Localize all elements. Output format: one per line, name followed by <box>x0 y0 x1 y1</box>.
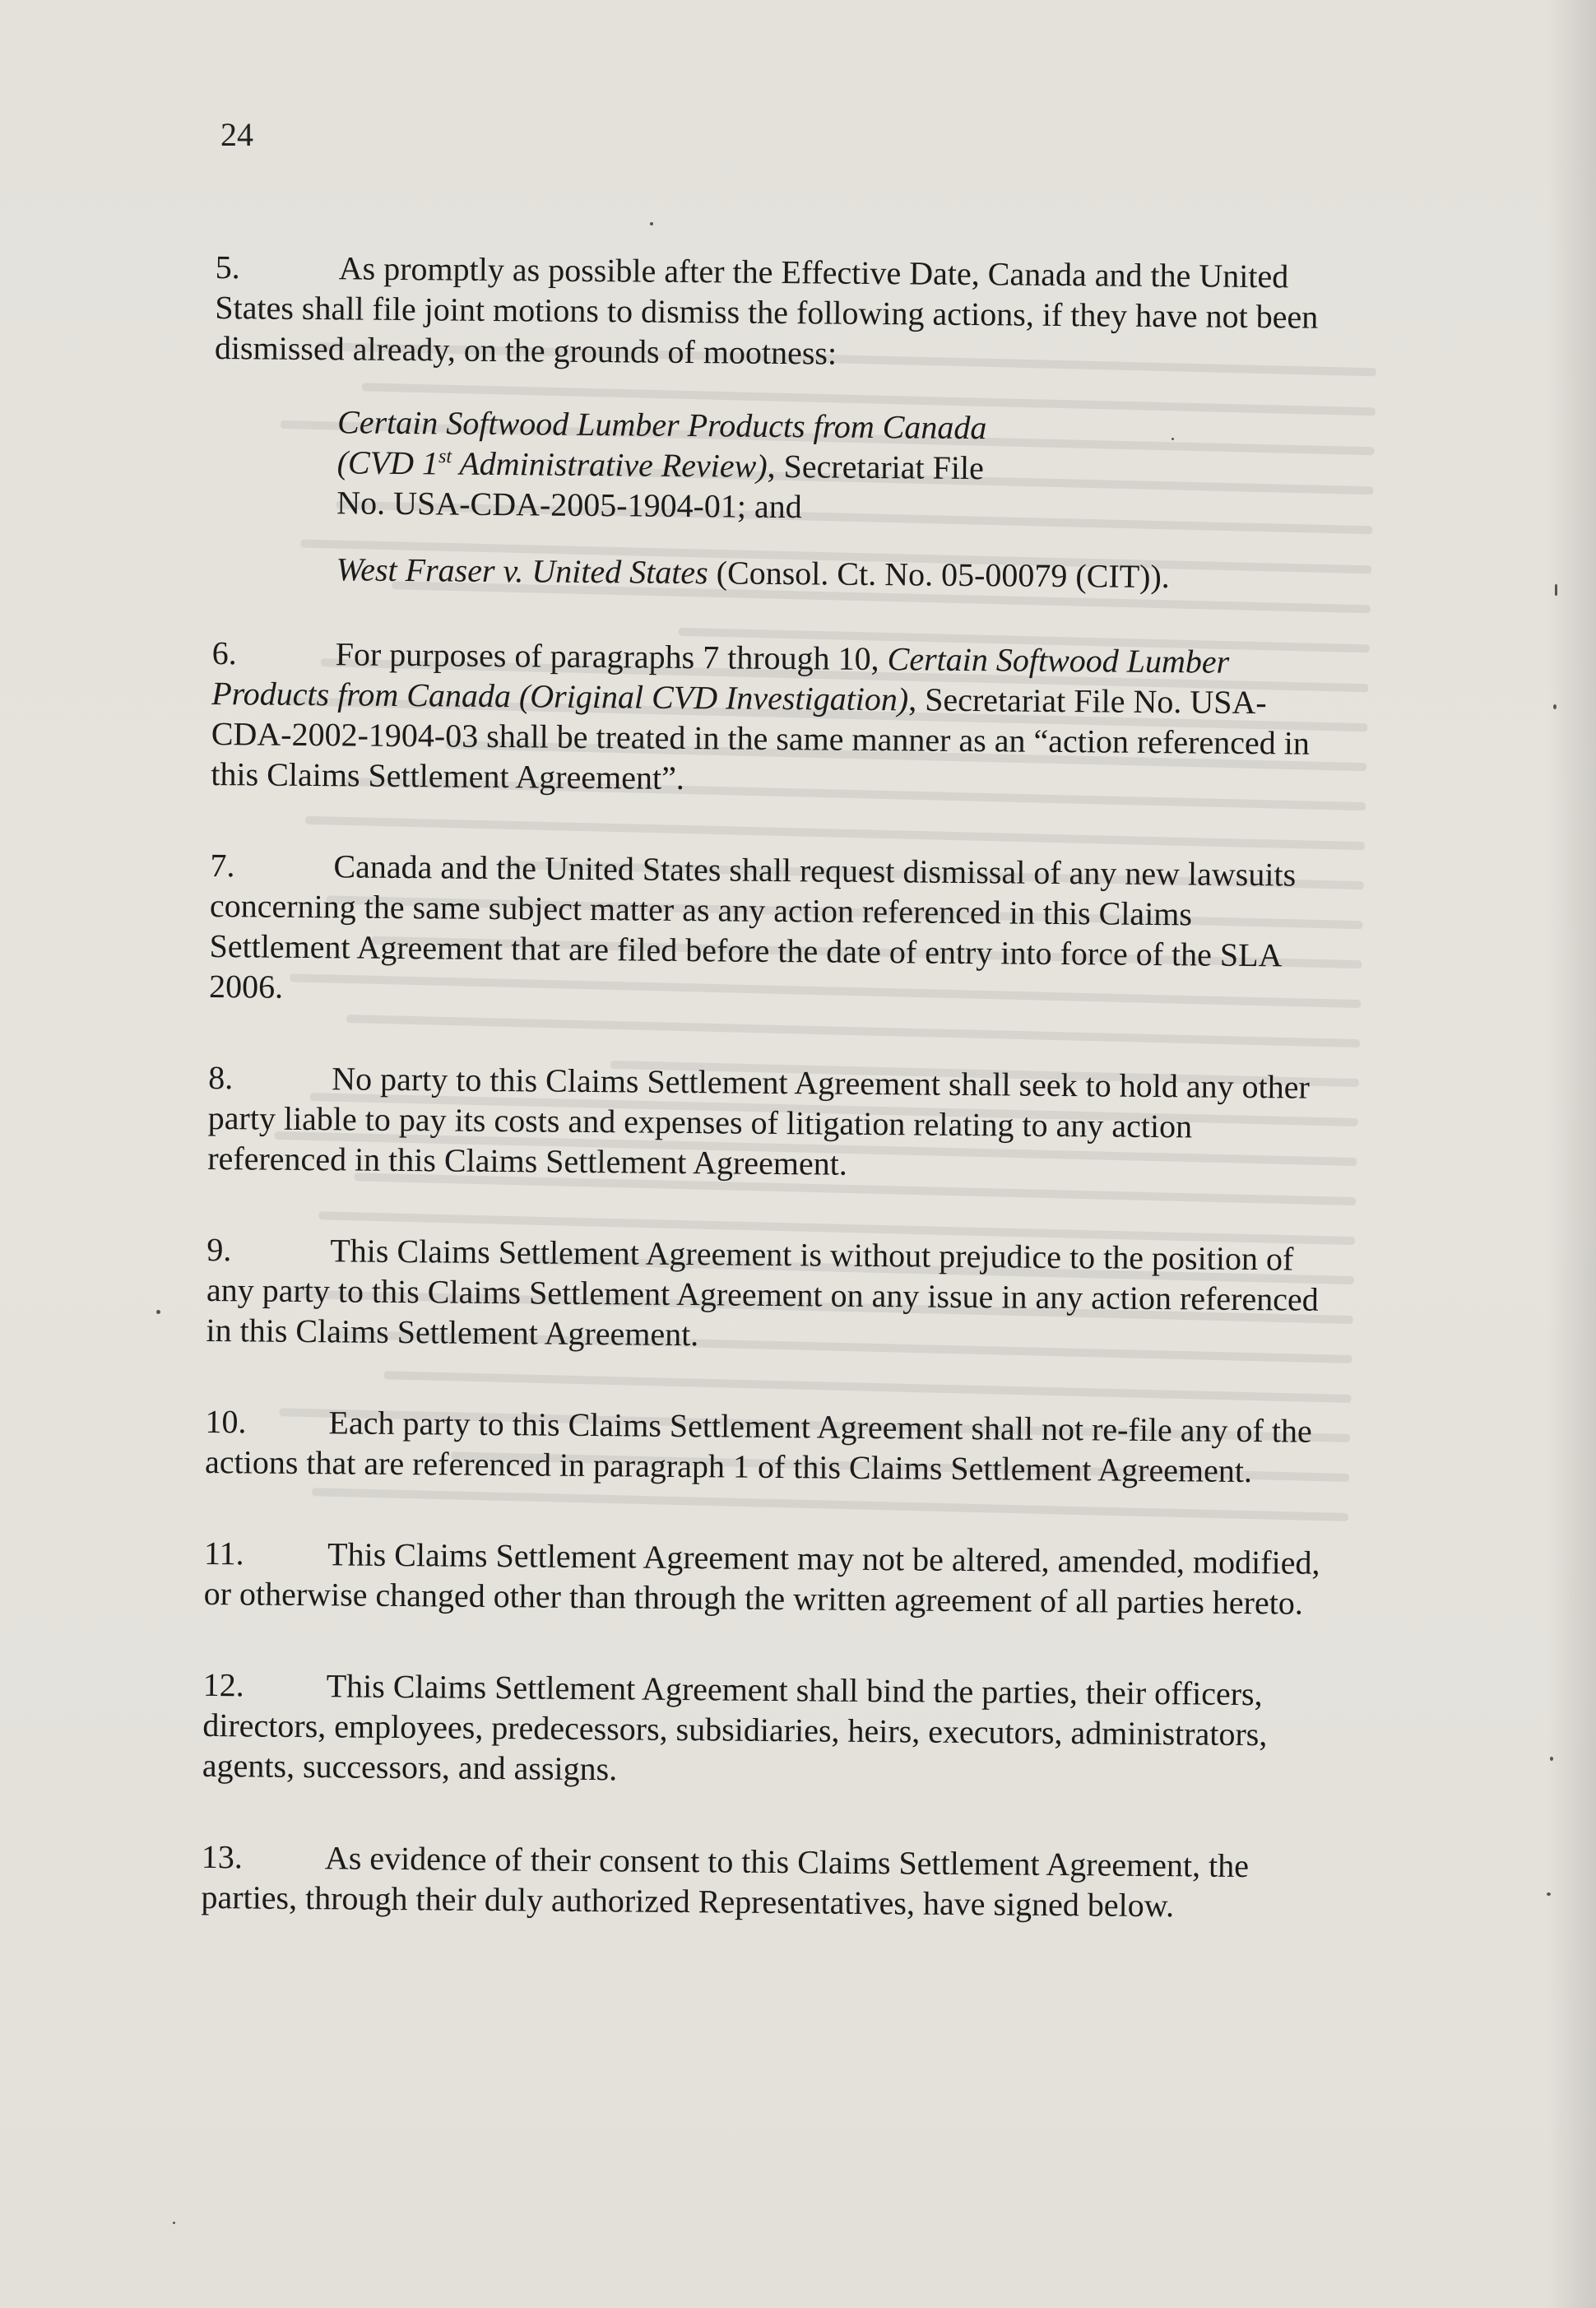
scan-speck <box>1550 1757 1553 1761</box>
paragraph-text: This Claims Settlement Agreement is without prejudice to the position of any party to this Claims Settlement Agreement on any issue in any action referenced in this Claims Settlement Agreement. <box>206 1232 1319 1354</box>
paragraph-number: 11. <box>203 1534 244 1572</box>
paragraph-text: As evidence of their consent to this Claims Settlement Agreement, the parties, through their duly authorized Representatives, have signed below. <box>201 1839 1250 1925</box>
paragraph-number: 12. <box>202 1665 244 1704</box>
paragraph-number: 5. <box>215 248 240 286</box>
paragraph-7 <box>209 845 1338 1016</box>
citation-title: Certain Softwood Lumber Products from Canada <box>336 403 987 447</box>
ordinal-suffix: st <box>438 446 452 468</box>
citation-text: (Consol. Ct. No. 05-00079 (CIT)). <box>708 554 1170 596</box>
paragraph-text: Each party to this Claims Settlement Agreement shall not re-file any of the actions that are referenced in paragraph 1 of this Claims Settlement Agreement. <box>204 1404 1312 1490</box>
paragraph-number: 13. <box>201 1837 244 1876</box>
page-number: 24 <box>220 116 253 153</box>
paragraph-number: 9. <box>206 1230 232 1269</box>
paragraph-text: This Claims Settlement Agreement may not be altered, amended, modified, or otherwise changed other than through the written agreement of all parties hereto. <box>203 1535 1320 1622</box>
document-body <box>201 247 1343 1978</box>
paragraph-9 <box>206 1229 1334 1360</box>
citation-title: (CVD 1 <box>336 443 439 482</box>
page-edge-shadow <box>1547 0 1596 2308</box>
paragraph-5 <box>215 247 1343 378</box>
scan-speck <box>156 1310 160 1314</box>
citation-title: West Fraser v. United States <box>336 550 708 592</box>
paragraph-11 <box>204 1533 1332 1623</box>
citation-west-fraser <box>336 549 1339 598</box>
scan-speck <box>1553 704 1557 709</box>
paragraph-number: 6. <box>211 634 237 672</box>
paragraph-text: , Secretariat File No. USA-CDA-2002-1904-03 shall be treated in the same manner as an “action referenced in this Claims Settlement Agreement”. <box>211 680 1311 796</box>
paragraph-number: 8. <box>207 1058 234 1097</box>
paragraph-number: 10. <box>205 1402 247 1441</box>
citation-file-number: No. USA-CDA-2005-1904-01; and <box>336 484 802 526</box>
citation-text: , Secretariat File <box>767 447 985 487</box>
scan-speck <box>1555 584 1557 596</box>
citation-title: Administrative Review) <box>451 444 768 485</box>
scan-speck <box>650 222 653 225</box>
paragraph-text: As promptly as possible after the Effective Date, Canada and the United States shall file joint motions to dismiss the following actions, if they have not been dismissed already, on the grounds of mootness: <box>214 249 1319 372</box>
citation-cvd-first-review <box>336 402 1341 532</box>
paragraph-citation-title: Certain Softwood Lumber Products from Canada (Original CVD Investigation) <box>211 640 1230 718</box>
paragraph-13 <box>201 1837 1329 1927</box>
paragraph-text: No party to this Claims Settlement Agreement shall seek to hold any other party liable to pay its costs and expenses of litigation relating to any action referenced in this Claims Settlement Agreement. <box>207 1060 1311 1182</box>
paragraph-text: Canada and the United States shall request dismissal of any new lawsuits concerning the same subject matter as any action referenced in this Claims Settlement Agreement that are filed before the date of entry into force of the SLA 2006. <box>208 848 1297 1005</box>
paragraph-text: For purposes of paragraphs 7 through 10, <box>335 635 888 678</box>
paragraph-text: This Claims Settlement Agreement shall bind the parties, their officers, directors, employees, predecessors, subsidiaries, heirs, executors, administrators, agents, successors, and assigns. <box>202 1667 1268 1788</box>
scan-speck <box>1547 1892 1551 1896</box>
paragraph-number: 7. <box>210 846 235 885</box>
scan-speck <box>1171 438 1174 440</box>
paragraph-6 <box>211 633 1339 804</box>
scan-speck <box>173 2222 175 2224</box>
paragraph-12 <box>202 1665 1330 1795</box>
paragraph-10 <box>205 1401 1333 1492</box>
paragraph-8 <box>207 1057 1335 1188</box>
